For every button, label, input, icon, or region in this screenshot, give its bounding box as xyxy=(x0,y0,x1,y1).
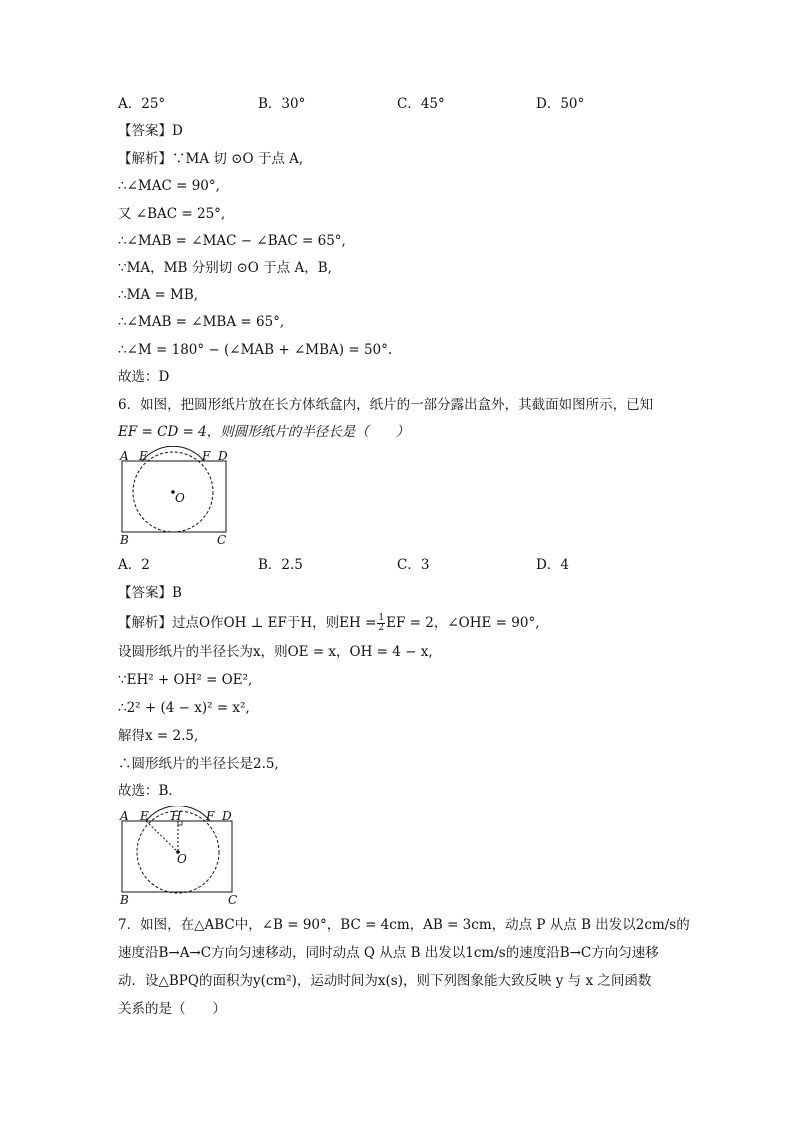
label-h: H xyxy=(171,809,182,823)
q7-stem-line-3: 动．设△BPQ的面积为y(cm²)，运动时间为x(s)，则下列图象能大致反映 y 与 x 之间函数 xyxy=(118,973,652,989)
q7-stem-line-4: 关系的是（ ） xyxy=(118,1001,226,1017)
q6-stem-line-2: EF = CD = 4，则圆形纸片的半径长是（ ） xyxy=(118,424,410,440)
q7-stem-line-2: 速度沿B→A→C方向匀速移动，同时动点 Q 从点 B 出发以1cm/s的速度沿B→C方向匀速移 xyxy=(118,945,659,961)
q5-option-d: D．50° xyxy=(536,96,585,112)
q6-figure-2 xyxy=(118,806,242,910)
label-a: A xyxy=(120,449,129,463)
label-b: B xyxy=(120,533,129,546)
q6-analysis-line: 设圆形纸片的半径长为x，则OE = x，OH = 4 − x, xyxy=(118,644,433,660)
q5-option-b: B．30° xyxy=(258,96,306,112)
q5-analysis-line: ∴∠MAB = ∠MBA = 65°, xyxy=(118,314,285,330)
q6-option-c: C．3 xyxy=(397,557,430,573)
q5-analysis-line: ∴∠M = 180° − (∠MAB + ∠MBA) = 50°. xyxy=(118,342,393,358)
q5-answer: 【答案】D xyxy=(118,123,183,139)
label-e: E xyxy=(139,449,148,463)
q5-analysis-line: ∵MA，MB 分别切 ⊙O 于点 A，B, xyxy=(118,260,332,276)
q5-analysis-line: 故选：D xyxy=(118,369,170,385)
q6-answer: 【答案】B xyxy=(118,585,182,601)
label-d: D xyxy=(218,449,228,463)
q6-option-b: B．2.5 xyxy=(258,557,303,573)
label-f: F xyxy=(202,449,211,463)
q5-analysis-line: 【解析】∵MA 切 ⊙O 于点 A, xyxy=(118,151,304,167)
label-b: B xyxy=(120,893,129,906)
q6-analysis-line: 解得x = 2.5, xyxy=(118,728,199,744)
q5-analysis-line: ∴∠MAC = 90°, xyxy=(118,178,220,194)
q6-option-a: A．2 xyxy=(118,557,150,573)
label-d: D xyxy=(222,809,232,823)
q6-analysis-line: ∵EH² + OH² = OE², xyxy=(118,672,253,688)
label-o: O xyxy=(175,491,185,505)
label-f: F xyxy=(206,809,215,823)
q5-option-c: C．45° xyxy=(397,96,445,112)
q6-analysis-line: 故选：B． xyxy=(118,783,182,799)
q6-stem-line-1: 6．如图，把圆形纸片放在长方体纸盒内，纸片的一部分露出盒外，其截面如图所示，已知 xyxy=(118,397,654,413)
q5-analysis-line: ∴MA = MB, xyxy=(118,287,199,303)
label-a: A xyxy=(120,809,129,823)
q5-analysis-line: 又 ∠BAC = 25°, xyxy=(118,206,226,222)
q6-analysis-line: ∴圆形纸片的半径长是2.5, xyxy=(118,756,279,772)
q5-analysis-line: ∴∠MAB = ∠MAC − ∠BAC = 65°, xyxy=(118,233,346,249)
label-e: E xyxy=(140,809,149,823)
label-c: C xyxy=(228,893,238,906)
q5-option-a: A．25° xyxy=(118,96,166,112)
fraction-half: $\frac{1}{2}$ xyxy=(378,613,385,633)
label-o: O xyxy=(177,852,187,866)
label-c: C xyxy=(217,533,227,546)
q6-figure-1 xyxy=(118,446,238,550)
q6-option-d: D．4 xyxy=(536,557,569,573)
q6-analysis-line: 【解析】过点O作OH ⊥ EF于H，则EH = $\frac{1}{2}$ EF = 2，∠OHE = 90°, xyxy=(118,613,540,633)
q7-stem-line-1: 7．如图，在△ABC中，∠B = 90°，BC = 4cm，AB = 3cm，动点 P 从点 B 出发以2cm/s的 xyxy=(118,917,690,933)
q6-analysis-line: ∴2² + (4 − x)² = x², xyxy=(118,700,250,716)
